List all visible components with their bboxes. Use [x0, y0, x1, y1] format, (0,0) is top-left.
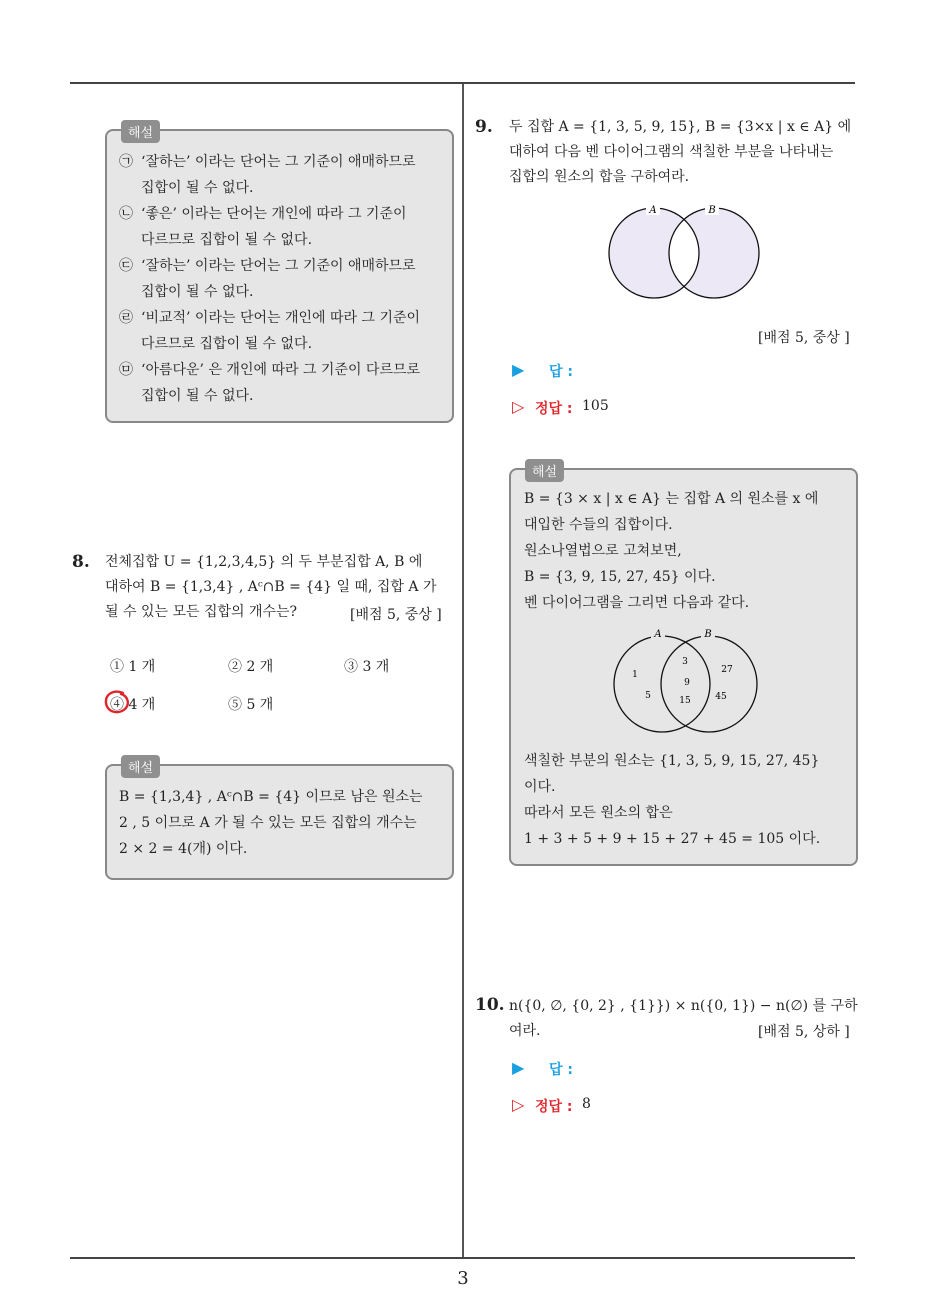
venn-circle-b: [661, 636, 757, 732]
correct-answer-value: 105: [582, 398, 609, 414]
answer-arrow-icon: ▶: [512, 1058, 525, 1077]
item-text: ‘잘하는’ 이라는 단어는 그 기준이 애매하므로: [141, 154, 416, 170]
question-line: 대하여 B = {1,3,4} , Aᶜ∩B = {4} 일 때, 집합 A 가: [105, 579, 437, 595]
correct-arrow-icon: ▷: [512, 397, 525, 416]
item-text: 다르므로 집합이 될 수 없다.: [141, 336, 313, 352]
explanation-line: 이다.: [524, 779, 556, 795]
venn-label-a: A: [654, 629, 662, 640]
item-text: 다르므로 집합이 될 수 없다.: [141, 232, 313, 248]
question-10-score: [배점 5, 상하 ]: [758, 1024, 850, 1040]
choice-mark: ②: [228, 659, 242, 675]
choice-mark: ③: [344, 659, 358, 675]
venn-element: 27: [721, 665, 733, 675]
venn-element: 1: [632, 670, 638, 680]
choice-text: 4 개: [128, 697, 156, 713]
choice-text: 1 개: [128, 659, 156, 675]
bottom-rule: [70, 1257, 855, 1259]
venn-element: 5: [645, 691, 651, 701]
explanation-line: 따라서 모든 원소의 합은: [524, 805, 673, 821]
explanation-tag: 해설: [121, 120, 160, 143]
answer-label: 답 :: [549, 1062, 573, 1078]
choice-3[interactable]: [344, 656, 389, 676]
item-mark: ㉢: [119, 258, 133, 274]
question-line: 두 집합 A = {1, 3, 5, 9, 15}, B = {3×x | x ∈ A} 에: [509, 119, 852, 135]
question-9-score: [배점 5, 중상 ]: [758, 330, 850, 346]
answer-arrow-icon: ▶: [512, 360, 525, 379]
page-number: 3: [457, 1268, 469, 1289]
item-mark: ㉠: [119, 154, 133, 170]
explanation-item: [107, 201, 452, 253]
explanation-box-1: [105, 126, 454, 423]
explanation-line: 2 × 2 = 4(개) 이다.: [119, 841, 248, 857]
venn-circle-a: [614, 636, 710, 732]
venn-label-b: B: [708, 205, 716, 216]
explanation-item: [107, 149, 452, 201]
choice-text: 2 개: [246, 659, 274, 675]
explanation-item: [107, 305, 452, 357]
explanation-line: 벤 다이어그램을 그리면 다음과 같다.: [524, 595, 750, 611]
explanation-box-3: [509, 465, 858, 866]
item-text: ‘아름다운’ 은 개인에 따라 그 기준이 다르므로: [141, 362, 421, 378]
question-line: 전체집합 U = {1,2,3,4,5} 의 두 부분집합 A, B 에: [105, 554, 423, 570]
column-divider: [462, 84, 464, 1257]
question-line: n({0, ∅, {0, 2} , {1}}) × n({0, 1}) − n(∅) 를 구하여라.: [509, 998, 858, 1039]
explanation-tag: 해설: [121, 755, 160, 778]
question-line: 될 수 있는 모든 집합의 개수는?: [105, 604, 298, 620]
question-9-number: 9.: [475, 117, 493, 137]
item-text: ‘잘하는’ 이라는 단어는 그 기준이 애매하므로: [141, 258, 416, 274]
choice-text: 5 개: [246, 697, 274, 713]
item-text: ‘비교적’ 이라는 단어는 개인에 따라 그 기준이: [141, 310, 421, 326]
question-8-number: 8.: [72, 552, 90, 572]
explanation-item: [107, 253, 452, 305]
item-mark: ㉡: [119, 206, 133, 222]
explanation-box-2: [105, 761, 454, 880]
question-line: 대하여 다음 벤 다이어그램의 색칠한 부분을 나타내는: [509, 144, 834, 160]
correct-answer-label: 정답 :: [535, 401, 573, 417]
selected-answer-circle-icon: [102, 689, 132, 717]
explanation-line: 2 , 5 이므로 A 가 될 수 있는 모든 집합의 개수는: [119, 815, 417, 831]
item-text: 집합이 될 수 없다.: [141, 284, 254, 300]
choice-mark: ④: [110, 697, 124, 713]
question-8-score: [배점 5, 중상 ]: [350, 607, 442, 623]
venn-diagram-question-9: [600, 198, 770, 306]
choice-mark: ①: [110, 659, 124, 675]
item-text: 집합이 될 수 없다.: [141, 388, 254, 404]
venn-element: 45: [715, 692, 727, 702]
question-line: 집합의 원소의 합을 구하여라.: [509, 169, 690, 185]
choice-1[interactable]: [110, 656, 155, 676]
venn-element: 9: [684, 678, 690, 688]
item-text: ‘좋은’ 이라는 단어는 개인에 따라 그 기준이: [141, 206, 407, 222]
answer-label: 답 :: [549, 364, 573, 380]
explanation-line: B = {3 × x | x ∈ A} 는 집합 A 의 원소를 x 에: [524, 491, 819, 507]
explanation-line: 1 + 3 + 5 + 9 + 15 + 27 + 45 = 105 이다.: [524, 831, 821, 847]
choice-2[interactable]: [228, 656, 273, 676]
venn-element: 3: [682, 657, 688, 667]
explanation-line: 색칠한 부분의 원소는 {1, 3, 5, 9, 15, 27, 45}: [524, 753, 820, 769]
choice-5[interactable]: [228, 694, 273, 714]
explanation-line: B = {1,3,4} , Aᶜ∩B = {4} 이므로 남은 원소는: [119, 789, 423, 805]
correct-answer-value: 8: [582, 1096, 591, 1112]
item-mark: ㉤: [119, 362, 133, 378]
correct-answer-label: 정답 :: [535, 1099, 573, 1115]
question-9-text: [509, 115, 864, 190]
venn-element: 15: [679, 696, 691, 706]
item-mark: ㉣: [119, 310, 133, 326]
explanation-line: B = {3, 9, 15, 27, 45} 이다.: [524, 569, 716, 585]
explanation-tag: 해설: [525, 459, 564, 482]
explanation-line: 대입한 수들의 집합이다.: [524, 517, 673, 533]
choice-text: 3 개: [362, 659, 390, 675]
item-text: 집합이 될 수 없다.: [141, 180, 254, 196]
explanation-item: [107, 357, 452, 409]
choice-mark: ⑤: [228, 697, 242, 713]
venn-label-b: B: [704, 629, 712, 640]
venn-diagram-explanation: [607, 622, 767, 752]
correct-arrow-icon: ▷: [512, 1095, 525, 1114]
venn-label-a: A: [649, 205, 657, 216]
question-10-number: 10.: [475, 995, 505, 1015]
explanation-line: 원소나열법으로 고쳐보면,: [524, 543, 682, 559]
